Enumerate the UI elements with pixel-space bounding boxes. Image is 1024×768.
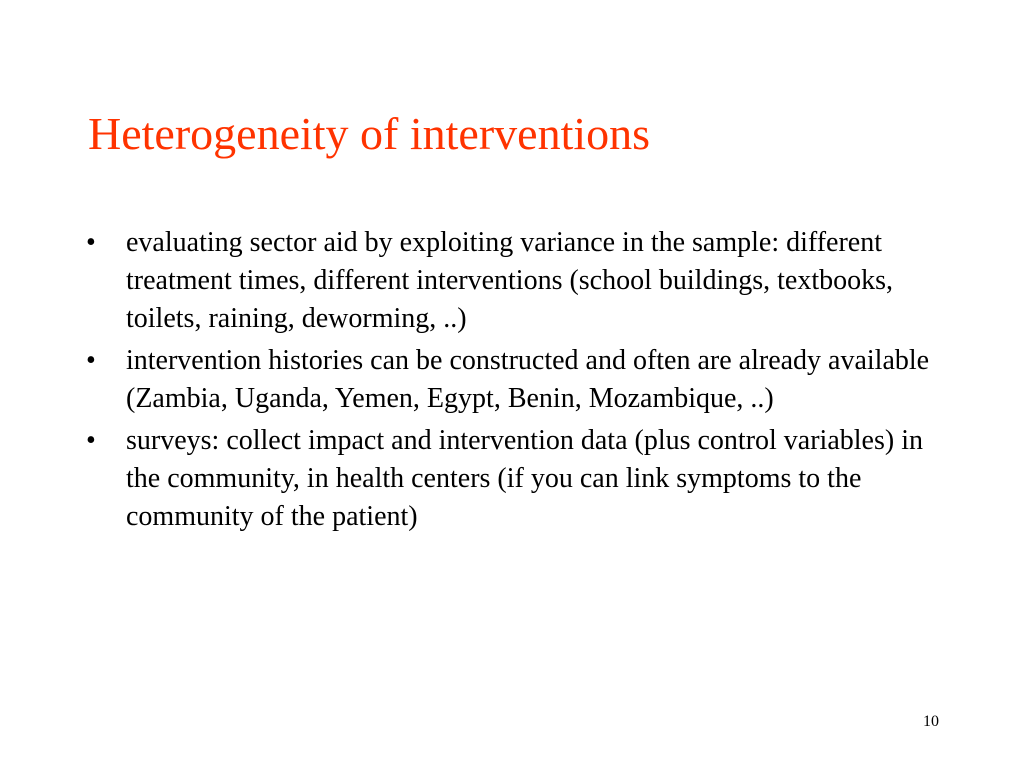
page-number: 10 [923,713,939,730]
bullet-item [86,342,946,418]
bullet-text: intervention histories can be constructed and often are already available (Zambia, Uganda, Yemen, Egypt, Benin, Mozambique, ..) [126,345,930,414]
bullet-icon: • [86,227,96,258]
slide-title: Heterogeneity of interventions [88,108,651,159]
bullet-text: evaluating sector aid by exploiting variance in the sample: different treatment times, different interventions (school buildings, textbooks, toilets, raining, deworming, ..) [126,227,894,334]
bullet-icon: • [86,345,96,376]
bullet-item [86,224,946,338]
bullet-icon: • [86,425,96,456]
bullet-item [86,422,946,536]
bullet-list [86,224,946,540]
bullet-text: surveys: collect impact and intervention data (plus control variables) in the community, in health centers (if you can link symptoms to the community of the patient) [126,425,923,532]
